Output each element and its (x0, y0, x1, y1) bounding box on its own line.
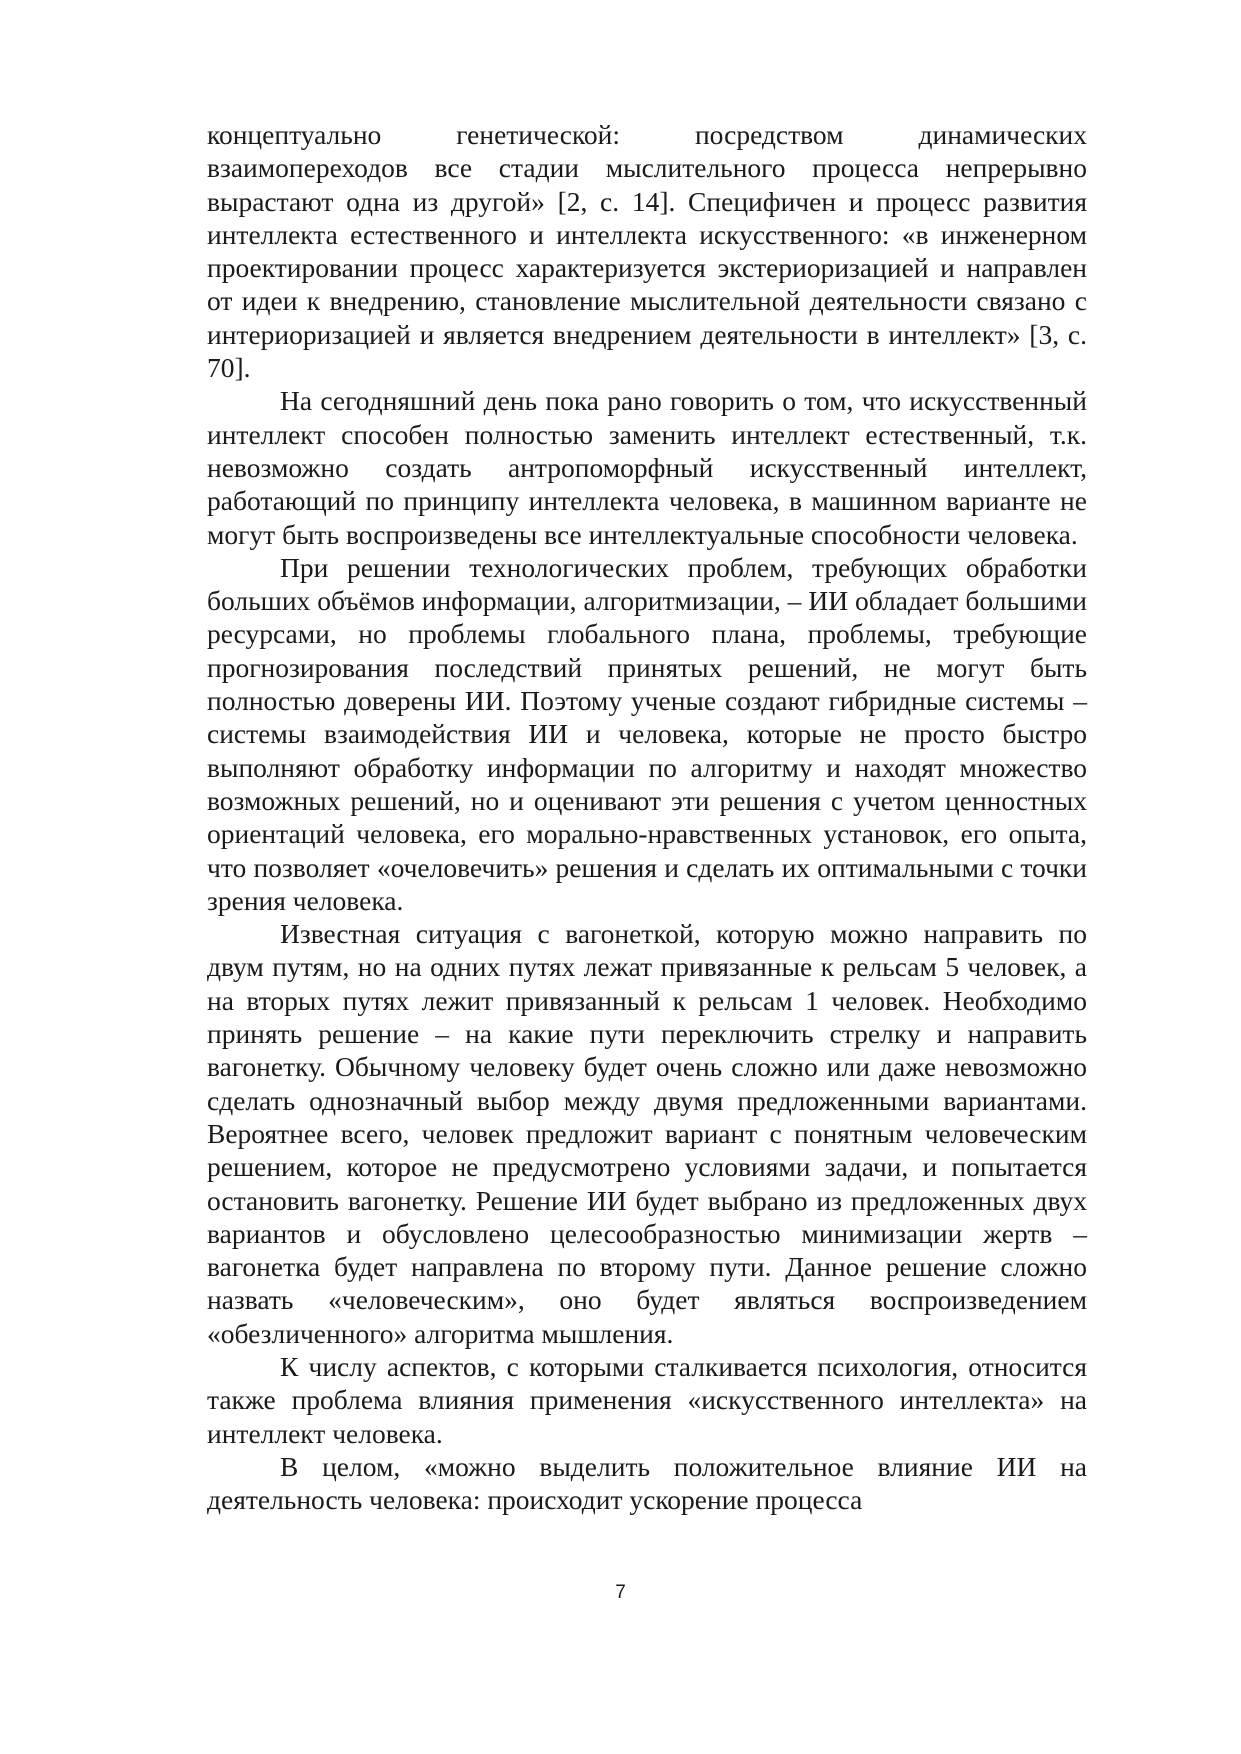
paragraph: концептуально генетической: посредством динамических взаимопереходов все стадии мыслительного процесса непрерывно вырастают одна из другой» [2, с. 14]. Специфичен и процесс развития интеллекта естественного и интеллекта искусственного: «в инженерном проектировании процесс характеризуется экстериоризацией и направлен от идеи к внедрению, становление мыслительной деятельности связано с интериоризацией и является внедрением деятельности в интеллект» [3, с. 70]. (207, 119, 1087, 384)
page-number: 7 (615, 1582, 626, 1603)
paragraph: В целом, «можно выделить положительное влияние ИИ на деятельность человека: происходит ускорение процесса (207, 1450, 1087, 1516)
paragraph: На сегодняшний день пока рано говорить о том, что искусственный интеллект способен полностью заменить интеллект естественный, т.к. невозможно создать антропоморфный искусственный интеллект, работающий по принципу интеллекта человека, в машинном варианте не могут быть воспроизведены все интеллектуальные способности человека. (207, 385, 1087, 550)
body-text (207, 118, 1087, 1516)
paragraph: К числу аспектов, с которыми сталкивается психология, относится также проблема влияния применения «искусственного интеллекта» на интеллект человека. (207, 1350, 1087, 1449)
paragraph: Известная ситуация с вагонеткой, которую можно направить по двум путям, но на одних путях лежат привязанные к рельсам 5 человек, а на вторых путях лежит привязанный к рельсам 1 человек. Необходимо принять решение – на какие пути переключить стрелку и направить вагонетку. Обычному человеку будет очень сложно или даже невозможно сделать однозначный выбор между двумя предложенными вариантами. Вероятнее всего, человек предложит вариант с понятным человеческим решением, которое не предусмотрено условиями задачи, и попытается остановить вагонетку. Решение ИИ будет выбрано из предложенных двух вариантов и обусловлено целесообразностью минимизации жертв – вагонетка будет направлена по второму пути. Данное решение сложно назвать «человеческим», оно будет являться воспроизведением «обезличенного» алгоритма мышления. (207, 918, 1087, 1349)
paragraph: При решении технологических проблем, требующих обработки больших объёмов информации, алгоритмизации, – ИИ обладает большими ресурсами, но проблемы глобального плана, проблемы, требующие прогнозирования последствий принятых решений, не могут быть полностью доверены ИИ. Поэтому ученые создают гибридные системы – системы взаимодействия ИИ и человека, которые не просто быстро выполняют обработку информации по алгоритму и находят множество возможных решений, но и оценивают эти решения с учетом ценностных ориентаций человека, его морально-нравственных установок, его опыта, что позволяет «очеловечить» решения и сделать их оптимальными с точки зрения человека. (207, 551, 1087, 916)
